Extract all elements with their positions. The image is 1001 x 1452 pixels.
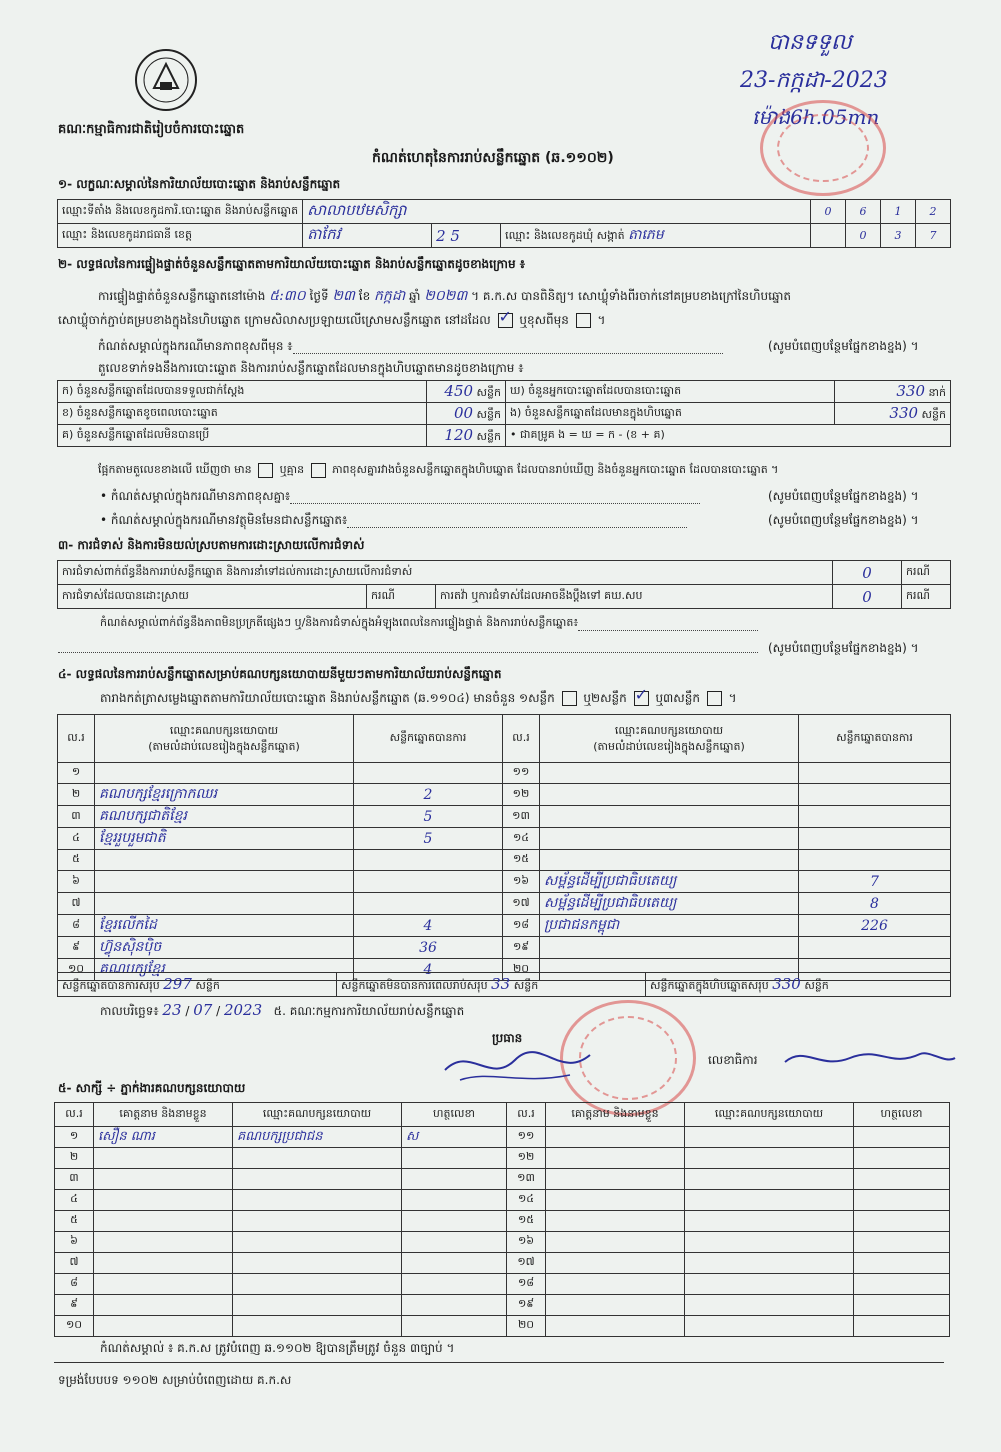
party-name <box>540 937 799 959</box>
party-name: ខ្មែរលើកដៃ <box>95 915 354 937</box>
row-no: ៧ <box>58 893 95 915</box>
party-name <box>540 828 799 850</box>
party-votes <box>799 784 951 806</box>
fill-more-3: (សូមបំពេញបន្ថែមផ្នែកខាងខ្នង) ។ <box>768 513 919 527</box>
table-row <box>55 1274 950 1295</box>
resolved-label: ការជំទាស់ដែលបានដោះស្រាយ <box>58 585 367 609</box>
row-no: ១១ <box>503 763 540 784</box>
witness-signature <box>402 1211 507 1232</box>
verification-line2: សោឃ្លុំចាក់ភ្ជាប់គម្របខាងក្នុងនៃហិបឆ្នោត ក្រោមសិលាសប្រឡាយលើស្រោមសន្លឹកឆ្នោត នៅដដែល ✓ ឬខុសពីមុន ។ <box>58 312 605 328</box>
party-votes <box>799 850 951 871</box>
one-sheet-checkbox[interactable] <box>562 691 577 706</box>
party-name <box>95 871 354 893</box>
objections-unit: ករណី <box>902 561 951 585</box>
party-name: គណបក្សខ្មែរ <box>95 959 354 981</box>
received-note-line2: 23-កក្កដា-2023 <box>740 68 888 93</box>
diff-note2-line: • កំណត់សម្គាល់ក្នុងករណីមានភាពខុសគ្នា៖ <box>100 488 700 504</box>
objections-value: 0 <box>833 561 902 585</box>
fill-more-2: (សូមបំពេញបន្ថែមផ្នែកខាងខ្នង) ។ <box>768 489 919 503</box>
party-votes: 5 <box>354 828 503 850</box>
row-no: ២ <box>58 784 95 806</box>
spoiled-ballots-row: ខ) ចំនួនសន្លឹកឆ្នោតខូចពេលបោះឆ្នោត <box>58 403 427 425</box>
row-no: ២ <box>55 1148 94 1169</box>
w-col-party: ឈ្មោះគណបក្សនយោបាយ <box>685 1103 854 1127</box>
compare-line: ផ្អែកតាមតួលេខខាងលើ ឃើញថា មាន ឬគ្មាន ភាពខុសគ្នារវាងចំនួនសន្លឹកឆ្នោតក្នុងហិបឆ្នោត ដែលបានរាប់ឃើញ និងចំនួនអ្នកបោះឆ្នោត ដែលបានបោះឆ្នោត ។ <box>98 463 779 476</box>
row-no: ៦ <box>55 1232 94 1253</box>
footer-note: កំណត់សម្គាល់ ៖ គ.ក.ស ត្រូវបំពេញ ឆ.១១០២ ឱ្យបានត្រឹមត្រូវ ចំនួន ៣ច្បាប់ ។ <box>100 1341 455 1355</box>
witness-name <box>94 1295 233 1316</box>
row-no: ១៤ <box>503 828 540 850</box>
party-name <box>95 763 354 784</box>
row-no: ៨ <box>55 1274 94 1295</box>
table-row <box>55 1232 950 1253</box>
table-row <box>55 1316 950 1337</box>
row-no: ៤ <box>55 1190 94 1211</box>
party-votes <box>354 893 503 915</box>
table-row <box>55 1211 950 1232</box>
witness-name <box>546 1232 685 1253</box>
fill-more-1: (សូមបំពេញបន្ថែមផ្នែកខាងខ្នង) ។ <box>768 339 919 353</box>
col-votes-header: សន្លឹកឆ្នោតបានការ <box>354 715 503 763</box>
row-no: ២០ <box>503 959 540 981</box>
witness-signature <box>402 1316 507 1337</box>
two-sheet-checkbox[interactable] <box>634 691 649 706</box>
ballots-in-box-value: 330 សន្លឹក <box>835 403 951 425</box>
witness-signature: ស <box>402 1127 507 1148</box>
section3-title: ៣- ការជំទាស់ និងការមិនយល់ស្របតាមការដោះស្រាយលើការជំទាស់ <box>58 538 365 552</box>
w-col-sign: ហត្ថលេខា <box>854 1103 950 1127</box>
party-name <box>540 784 799 806</box>
row-no: ១៧ <box>503 893 540 915</box>
date-line: កាលបរិច្ឆេទ៖ 23 / 07 / 2023 ៥. គណៈកម្មការការិយាល័យរាប់សន្លឹកឆ្នោត <box>100 1001 465 1019</box>
table-row <box>58 871 951 893</box>
party-votes: 8 <box>799 893 951 915</box>
party-name: ខ្មែររួបរួមជាតិ <box>95 828 354 850</box>
unused-ballots-value: 120 សន្លឹក <box>427 425 506 447</box>
col-no-header: ល.រ <box>58 715 95 763</box>
objections-label: ការជំទាស់ពាក់ព័ន្ធនឹងការរាប់សន្លឹកឆ្នោត និងការនាំទៅដល់ការដោះស្រាយលើការជំទាស់ <box>58 561 833 585</box>
row-no: ១៨ <box>503 915 540 937</box>
voters-row: ឃ) ចំនួនអ្នកបោះឆ្នោតដែលបានបោះឆ្នោត <box>506 381 835 403</box>
row-no: ១៣ <box>507 1169 546 1190</box>
no-diff-checkbox[interactable] <box>311 463 326 478</box>
party-votes <box>799 828 951 850</box>
party-name <box>540 850 799 871</box>
commune-code-digit: 3 <box>881 224 916 248</box>
witness-party <box>685 1274 854 1295</box>
results-intro: តួលេខទាក់ទងនឹងការបោះឆ្នោត និងការរាប់សន្លឹកឆ្នោតដែលមានក្នុងហិបឆ្នោតមានដូចខាងក្រោម ៖ <box>98 361 524 375</box>
witness-signature <box>854 1316 950 1337</box>
row-no: ២០ <box>507 1316 546 1337</box>
province-label: ឈ្មោះ និងលេខកូដរាជធានី ខេត្ត <box>58 224 303 248</box>
w-col-name: គោត្តនាម និងនាមខ្លួន <box>94 1103 233 1127</box>
witness-party <box>685 1169 854 1190</box>
footer-divider <box>54 1362 944 1363</box>
has-diff-checkbox[interactable] <box>258 463 273 478</box>
table-row <box>58 763 951 784</box>
witness-party <box>233 1148 402 1169</box>
witness-signature <box>854 1148 950 1169</box>
location-label: ឈ្មោះទីតាំង និងលេខកូដការិ.បោះឆ្នោត និងរាប់សន្លឹកឆ្នោត <box>58 200 303 224</box>
party-votes: 4 <box>354 959 503 981</box>
party-name <box>95 893 354 915</box>
witness-signature <box>854 1169 950 1190</box>
party-votes <box>799 806 951 828</box>
table-row <box>58 784 951 806</box>
fill-more-4: (សូមបំពេញបន្ថែមផ្នែកខាងខ្នង) ។ <box>768 641 919 655</box>
party-votes: 4 <box>354 915 503 937</box>
witness-name <box>546 1316 685 1337</box>
party-name: ហ៊្វុនស៊ិនប៉ិច <box>95 937 354 959</box>
witness-signature <box>854 1232 950 1253</box>
witness-party <box>233 1274 402 1295</box>
total-invalid: សន្លឹកឆ្នោតមិនបានការពេលរាប់សរុប 33 សន្លឹក <box>337 973 646 997</box>
row-no: ១៦ <box>503 871 540 893</box>
col-party-header: ឈ្មោះគណបក្សនយោបាយ (តាមលំដាប់លេខរៀងក្នុងសន្លឹកឆ្នោត) <box>95 715 354 763</box>
table-row <box>58 806 951 828</box>
row-no: ១៧ <box>507 1253 546 1274</box>
section1-title: ១- លក្ខណៈសម្គាល់នៃការិយាល័យបោះឆ្នោត និងរាប់សន្លឹកឆ្នោត <box>58 177 341 191</box>
section4-title: ៤- លទ្ធផលនៃការរាប់សន្លឹកឆ្នោតសម្រាប់គណបក្សនយោបាយនីមួយៗតាមការិយាល័យរាប់សន្លឹកឆ្នោត <box>58 667 502 681</box>
row-no: ១៤ <box>507 1190 546 1211</box>
witness-party <box>233 1211 402 1232</box>
witness-party <box>685 1316 854 1337</box>
irregularity-line <box>58 652 758 653</box>
location-value: សាលាបឋមសិក្សា <box>303 200 811 224</box>
objections-table <box>57 560 951 609</box>
voters-value: 330 នាក់ <box>835 381 951 403</box>
official-stamp-top <box>760 100 886 196</box>
witness-signature <box>854 1274 950 1295</box>
total-box: សន្លឹកឆ្នោតក្នុងហិបឆ្នោតសរុប 330 សន្លឹក <box>646 973 951 997</box>
w-col-sign: ហត្ថលេខា <box>402 1103 507 1127</box>
witness-name <box>546 1211 685 1232</box>
formula: • ជាគម្រូគ ង = ឃ = ក - (ខ + គ) <box>506 425 951 447</box>
witness-party <box>685 1253 854 1274</box>
table-row <box>58 937 951 959</box>
col-votes-header: សន្លឹកឆ្នោតបានការ <box>799 715 951 763</box>
col-party-header: ឈ្មោះគណបក្សនយោបាយ (តាមលំដាប់លេខរៀងក្នុងសន្លឹកឆ្នោត) <box>540 715 799 763</box>
table-row <box>55 1127 950 1148</box>
nec-logo-icon <box>134 48 198 112</box>
location-code-digit: 2 <box>916 200 951 224</box>
witness-party <box>685 1295 854 1316</box>
party-votes: 5 <box>354 806 503 828</box>
commune-code-digit: 0 <box>846 224 881 248</box>
party-name: គណបក្សខ្មែរក្រោកឈរ <box>95 784 354 806</box>
witness-party <box>233 1316 402 1337</box>
party-votes: 2 <box>354 784 503 806</box>
secretary-label: លេខាធិការ <box>708 1053 758 1067</box>
witness-signature <box>402 1232 507 1253</box>
witness-signature <box>402 1274 507 1295</box>
witness-name <box>546 1148 685 1169</box>
verification-line1: ការផ្ទៀងផ្ទាត់ចំនួនសន្លឹកឆ្នោតនៅម៉ោង ៥:៣០ ថ្ងៃទី ២៣ ខែ កក្កដា ឆ្នាំ ២០២៣ ។ គ.ក.ស បានពិនិត្យ។ សោឃ្លុំទាំងពីរចាក់នៅគម្របខាងក្រៅនៃហិបឆ្នោត <box>98 288 791 304</box>
tally-line: តារាងកត់ត្រាសម្លេងឆ្នោតតាមការិយាល័យបោះឆ្នោត និងរាប់សន្លឹកឆ្នោត (ឆ.១១០៤) មានចំនួន ១សន្លឹក ឬ២សន្លឹក ✓ ឬ៣សន្លឹក ។ <box>100 690 737 706</box>
spoiled-ballots-value: 00 សន្លឹក <box>427 403 506 425</box>
witness-name <box>94 1148 233 1169</box>
witness-name <box>94 1190 233 1211</box>
row-no: ១០ <box>55 1316 94 1337</box>
row-no: ១១ <box>507 1127 546 1148</box>
table-row <box>55 1148 950 1169</box>
resolved-unit: ករណី <box>367 585 436 609</box>
row-no: ៧ <box>55 1253 94 1274</box>
party-name <box>95 850 354 871</box>
appeal-value: 0 <box>833 585 902 609</box>
w-col-no: ល.រ <box>507 1103 546 1127</box>
ballots-in-box-row: ង) ចំនួនសន្លឹកឆ្នោតដែលមានក្នុងហិបឆ្នោត <box>506 403 835 425</box>
party-name <box>540 806 799 828</box>
witness-name <box>546 1295 685 1316</box>
witness-party <box>233 1295 402 1316</box>
w-col-party: ឈ្មោះគណបក្សនយោបាយ <box>233 1103 402 1127</box>
row-no: ១២ <box>507 1148 546 1169</box>
witness-signature <box>402 1169 507 1190</box>
row-no: ១ <box>58 763 95 784</box>
results-table <box>57 380 951 447</box>
totals-table <box>57 972 951 997</box>
party-votes: 36 <box>354 937 503 959</box>
witness-party <box>685 1127 854 1148</box>
location-code-digit: 0 <box>811 200 846 224</box>
diff-note-line: កំណត់សម្គាល់ក្នុងករណីមានភាពខុសពីមុន ៖ <box>98 338 723 354</box>
party-name <box>540 763 799 784</box>
received-ballots-row: ក) ចំនួនសន្លឹកឆ្នោតដែលបានទទួលជាក់ស្តែង <box>58 381 427 403</box>
row-no: ១៥ <box>507 1211 546 1232</box>
witness-name <box>546 1274 685 1295</box>
witness-signature <box>402 1190 507 1211</box>
row-no: ៦ <box>58 871 95 893</box>
party-votes <box>799 763 951 784</box>
party-votes: 226 <box>799 915 951 937</box>
row-no: ១៣ <box>503 806 540 828</box>
witness-name <box>546 1169 685 1190</box>
row-no: ៥ <box>58 850 95 871</box>
chair-signature <box>440 1040 600 1090</box>
witness-party <box>685 1148 854 1169</box>
witness-party <box>233 1253 402 1274</box>
section1-table <box>57 199 951 248</box>
location-code-digit: 1 <box>881 200 916 224</box>
row-no: ៩ <box>55 1295 94 1316</box>
row-no: ៨ <box>58 915 95 937</box>
party-name: សម្ព័ន្ធដើម្បីប្រជាធិបតេយ្យ <box>540 893 799 915</box>
witness-table <box>54 1102 950 1337</box>
row-no: ៣ <box>55 1169 94 1190</box>
province-code: 2 5 <box>432 224 501 248</box>
witness-signature <box>854 1253 950 1274</box>
table-row <box>58 850 951 871</box>
witness-name <box>94 1274 233 1295</box>
witness-signature <box>854 1190 950 1211</box>
w-col-no: ល.រ <box>55 1103 94 1127</box>
witness-party <box>233 1190 402 1211</box>
witness-party <box>685 1211 854 1232</box>
party-votes <box>354 763 503 784</box>
irregularity-note: កំណត់សម្គាល់ពាក់ព័ន្ធនឹងភាពមិនប្រក្រតីផ្សេងៗ ឬ/និងការជំទាស់ក្នុងអំឡុងពេលនៃការផ្ទៀងផ្ទាត់ និងការរាប់សន្លឹកឆ្នោត៖ <box>100 615 758 631</box>
party-name: សម្ព័ន្ធដើម្បីប្រជាធិបតេយ្យ <box>540 871 799 893</box>
witness-name <box>546 1190 685 1211</box>
chair-label: ប្រធាន <box>492 1031 523 1045</box>
witness-signature <box>402 1148 507 1169</box>
received-note-line3: ម៉ោង6h.05mn <box>752 105 880 129</box>
secretary-signature <box>780 1040 960 1076</box>
witness-name <box>546 1253 685 1274</box>
row-no: ៥ <box>55 1211 94 1232</box>
row-no: ១៩ <box>507 1295 546 1316</box>
party-votes <box>354 850 503 871</box>
witness-name <box>94 1232 233 1253</box>
foreign-note-line: • កំណត់សម្គាល់ក្នុងករណីមានវត្ថុមិនមែនជាសន្លឹកឆ្នោត៖ <box>100 512 687 528</box>
table-row <box>58 893 951 915</box>
witness-party <box>233 1169 402 1190</box>
section2-title: ២- លទ្ធផលនៃការផ្ទៀងផ្ទាត់ចំនួនសន្លឹកឆ្នោតតាមការិយាល័យបោះឆ្នោត និងរាប់សន្លឹកឆ្នោតដូចខាងក្រោម ៖ <box>58 257 526 271</box>
w-col-name: គោត្តនាម និងនាមខ្លួន <box>546 1103 685 1127</box>
witness-signature <box>402 1253 507 1274</box>
commune-label: ឈ្មោះ និងលេខកូដឃុំ សង្កាត់ តាភេម <box>501 224 811 248</box>
witness-name <box>94 1253 233 1274</box>
witness-party <box>685 1190 854 1211</box>
form-title: កំណត់ហេតុនៃការរាប់សន្លឹកឆ្នោត (ឆ.១១០២) <box>372 150 614 166</box>
witness-name: សឿន ណារ <box>94 1127 233 1148</box>
table-row <box>58 915 951 937</box>
row-no: ១ <box>55 1127 94 1148</box>
table-row <box>55 1253 950 1274</box>
table-row <box>55 1190 950 1211</box>
row-no: ៩ <box>58 937 95 959</box>
total-valid: សន្លឹកឆ្នោតបានការសរុប 297 សន្លឹក <box>58 973 337 997</box>
party-name: គណបក្សជាតិខ្មែរ <box>95 806 354 828</box>
witness-name <box>94 1316 233 1337</box>
location-code-digit: 6 <box>846 200 881 224</box>
witness-signature <box>402 1295 507 1316</box>
party-votes: 7 <box>799 871 951 893</box>
table-row <box>58 828 951 850</box>
province-value: តាកែវ <box>303 224 432 248</box>
row-no: ៣ <box>58 806 95 828</box>
received-ballots-value: 450 សន្លឹក <box>427 381 506 403</box>
col-no-header: ល.រ <box>503 715 540 763</box>
row-no: ១៨ <box>507 1274 546 1295</box>
different-checkbox[interactable] <box>576 313 591 328</box>
witness-signature <box>854 1295 950 1316</box>
witness-name <box>94 1169 233 1190</box>
form-code: ទម្រង់បែបបទ ១១០២ សម្រាប់បំពេញដោយ គ.ក.ស <box>58 1373 292 1387</box>
unused-ballots-row: គ) ចំនួនសន្លឹកឆ្នោតដែលមិនបានប្រើ <box>58 425 427 447</box>
three-sheet-checkbox[interactable] <box>707 691 722 706</box>
party-name: ប្រជាជនកម្ពុជា <box>540 915 799 937</box>
row-no: ១៦ <box>507 1232 546 1253</box>
appeal-unit: ករណី <box>902 585 951 609</box>
row-no: ៤ <box>58 828 95 850</box>
party-votes <box>354 871 503 893</box>
table-row <box>55 1295 950 1316</box>
witness-signature <box>854 1127 950 1148</box>
received-note-line1: បានទទួល <box>768 30 852 55</box>
appeal-label: ការតវ៉ា ឬការជំទាស់ដែលអាចនឹងប្តឹងទៅ គឃ.សប <box>436 585 833 609</box>
witness-party: គណបក្សប្រជាជន <box>233 1127 402 1148</box>
witness-signature <box>854 1211 950 1232</box>
same-checkbox[interactable] <box>498 313 513 328</box>
party-votes <box>799 937 951 959</box>
row-no: ១៥ <box>503 850 540 871</box>
row-no: ១២ <box>503 784 540 806</box>
row-no: ១០ <box>58 959 95 981</box>
witness-name <box>546 1127 685 1148</box>
committee-name: គណៈកម្មាធិការជាតិរៀបចំការបោះឆ្នោត <box>58 122 245 137</box>
section5-title: ៥- សាក្សី ÷ ភ្នាក់ងារគណបក្សនយោបាយ <box>58 1081 246 1095</box>
party-votes-table <box>57 714 951 981</box>
table-row <box>55 1169 950 1190</box>
row-no: ១៩ <box>503 937 540 959</box>
witness-party <box>685 1232 854 1253</box>
commune-code-digit: 7 <box>916 224 951 248</box>
witness-party <box>233 1232 402 1253</box>
witness-name <box>94 1211 233 1232</box>
